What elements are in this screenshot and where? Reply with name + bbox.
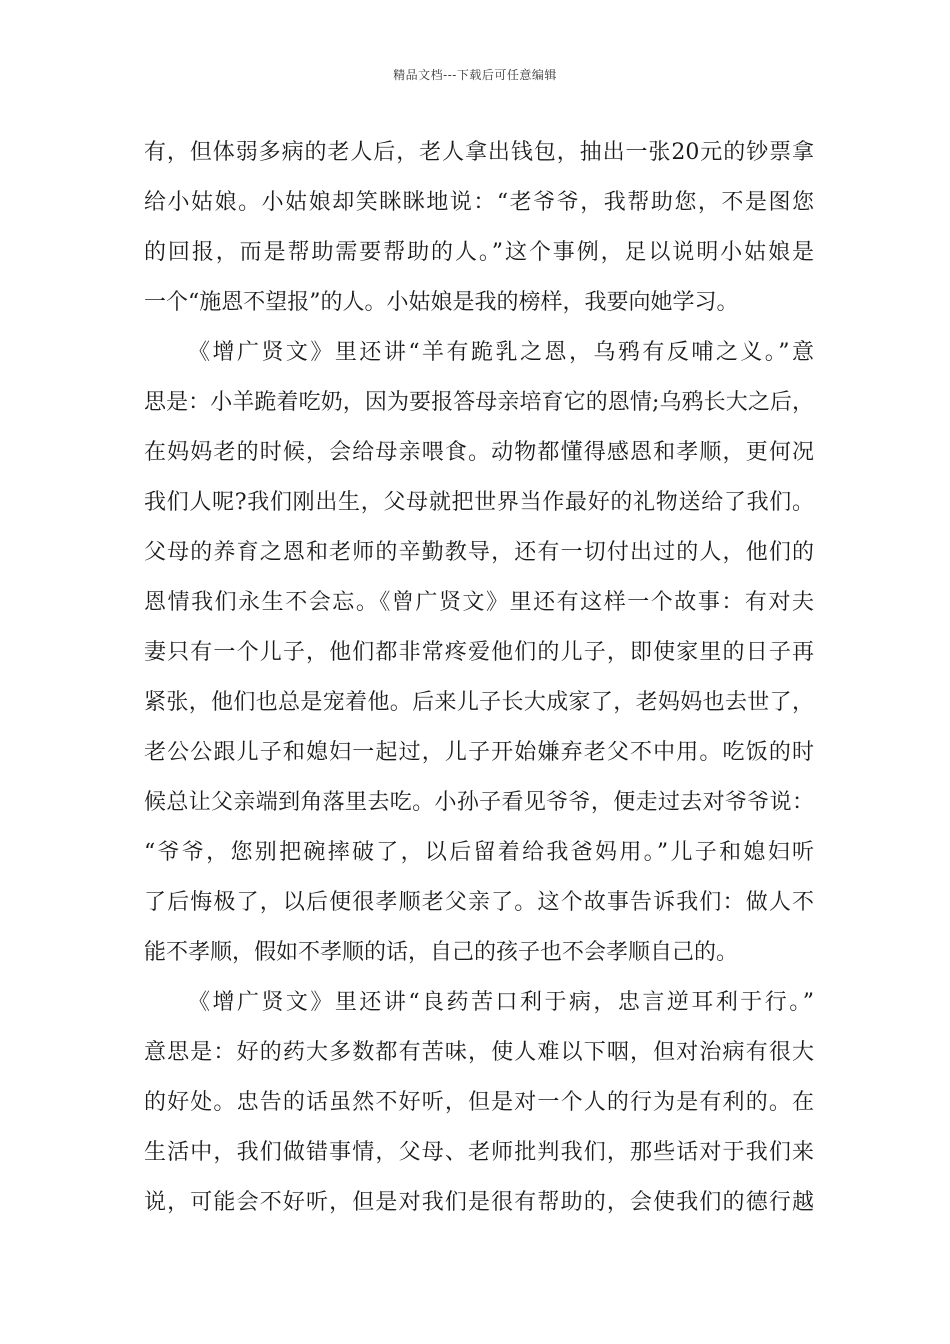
text-line: 恩情我们永生不会忘。《曾广贤文》里还有这样一个故事：有对夫 (144, 590, 814, 615)
page-header: 精品文档---下载后可任意编辑 (393, 68, 557, 82)
text-line: 老公公跟儿子和媳妇一起过，儿子开始嫌弃老父不中用。吃饭的时 (144, 740, 814, 765)
text-line: 我们人呢?我们刚出生，父母就把世界当作最好的礼物送给了我们。 (144, 490, 814, 515)
text-line: 意思是：好的药大多数都有苦味，使人难以下咽，但对治病有很大 (144, 1040, 814, 1065)
text-line: 父母的养育之恩和老师的辛勤教导，还有一切付出过的人，他们的 (144, 540, 814, 565)
text-line: 有，但体弱多病的老人后，老人拿出钱包，抽出一张20元的钞票拿 (144, 140, 814, 165)
text-line: 给小姑娘。小姑娘却笑眯眯地说：“老爷爷，我帮助您，不是图您 (144, 190, 814, 215)
text-line: 的好处。忠告的话虽然不好听，但是对一个人的行为是有利的。在 (144, 1090, 814, 1115)
text-line: 一个“施恩不望报”的人。小姑娘是我的榜样，我要向她学习。 (144, 290, 739, 315)
text-line: 了后悔极了，以后便很孝顺老父亲了。这个故事告诉我们：做人不 (144, 890, 814, 915)
text-line: 紧张，他们也总是宠着他。后来儿子长大成家了，老妈妈也去世了， (144, 690, 814, 715)
text-line: 妻只有一个儿子，他们都非常疼爱他们的儿子，即使家里的日子再 (144, 640, 814, 665)
text-line: 生活中，我们做错事情，父母、老师批判我们，那些话对于我们来 (144, 1140, 814, 1165)
text-line: 候总让父亲端到角落里去吃。小孙子看见爷爷，便走过去对爷爷说： (144, 790, 814, 815)
text-line: 思是：小羊跪着吃奶，因为要报答母亲培育它的恩情;乌鸦长大之后， (144, 390, 814, 415)
text-line: 《增广贤文》里还讲“羊有跪乳之恩，乌鸦有反哺之义。”意 (188, 340, 814, 365)
text-line: 能不孝顺，假如不孝顺的话，自己的孩子也不会孝顺自己的。 (144, 940, 739, 965)
text-line: 的回报，而是帮助需要帮助的人。”这个事例，足以说明小姑娘是 (144, 240, 814, 265)
text-line: 《增广贤文》里还讲“良药苦口利于病，忠言逆耳利于行。” (188, 990, 814, 1015)
body-text (144, 128, 814, 1228)
text-line: “爷爷，您别把碗摔破了，以后留着给我爸妈用。”儿子和媳妇听 (144, 840, 814, 865)
text-line: 在妈妈老的时候，会给母亲喂食。动物都懂得感恩和孝顺，更何况 (144, 440, 814, 465)
text-line: 说，可能会不好听，但是对我们是很有帮助的，会使我们的德行越 (144, 1190, 814, 1215)
